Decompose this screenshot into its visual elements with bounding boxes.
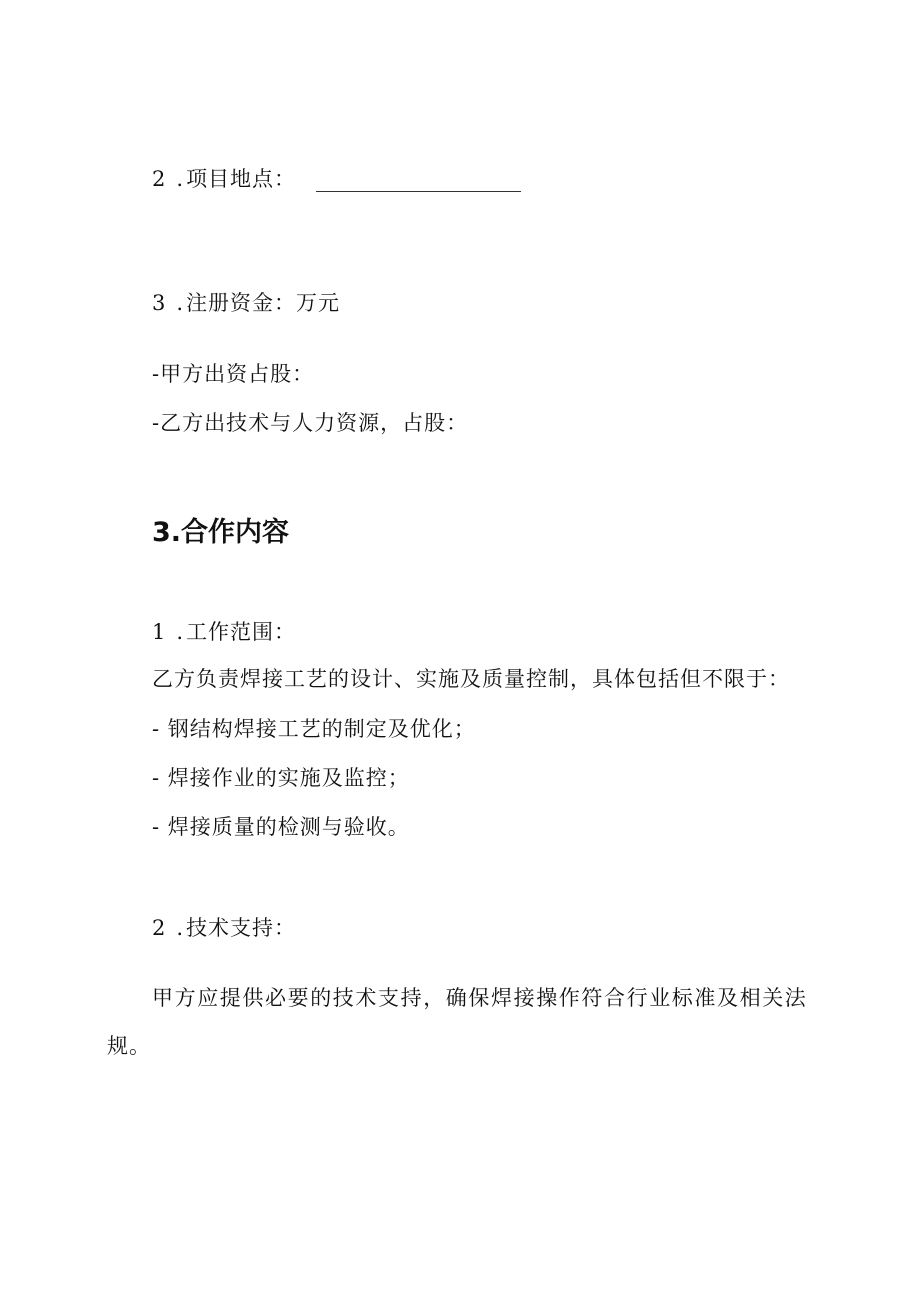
bullet-party-a-share: -甲方出资占股： [152, 362, 315, 386]
work-scope-bullet: - 焊接质量的检测与验收。 [152, 815, 410, 839]
item-number: 2 [152, 916, 167, 940]
work-scope-bullet: - 钢结构焊接工艺的制定及优化； [152, 717, 476, 741]
item-work-scope [152, 619, 296, 645]
technical-support-body-line2: 规。 [107, 1034, 151, 1058]
item-project-location [152, 166, 521, 192]
item-technical-support [152, 915, 296, 941]
item-label: 项目地点： [186, 167, 297, 191]
item-dot: . [176, 167, 185, 191]
bullet-party-b-share: -乙方出技术与人力资源，占股： [152, 411, 469, 435]
item-dot: . [176, 620, 185, 644]
item-dot: . [176, 291, 185, 315]
item-dot: . [176, 916, 185, 940]
item-number: 3 [152, 291, 167, 315]
item-label: 技术支持： [186, 916, 297, 940]
item-label: 注册资金：万元 [186, 291, 341, 315]
fill-in-blank-line [316, 173, 521, 192]
item-label: 工作范围： [186, 620, 297, 644]
technical-support-body-line1: 甲方应提供必要的技术支持，确保焊接操作符合行业标准及相关法 [152, 986, 808, 1010]
work-scope-bullet: - 焊接作业的实施及监控； [152, 766, 410, 790]
work-scope-body: 乙方负责焊接工艺的设计、实施及质量控制，具体包括但不限于： [152, 667, 790, 691]
item-number: 2 [152, 167, 167, 191]
section-heading: 3.合作内容 [152, 517, 290, 548]
item-registered-capital [152, 290, 340, 316]
item-number: 1 [152, 620, 167, 644]
